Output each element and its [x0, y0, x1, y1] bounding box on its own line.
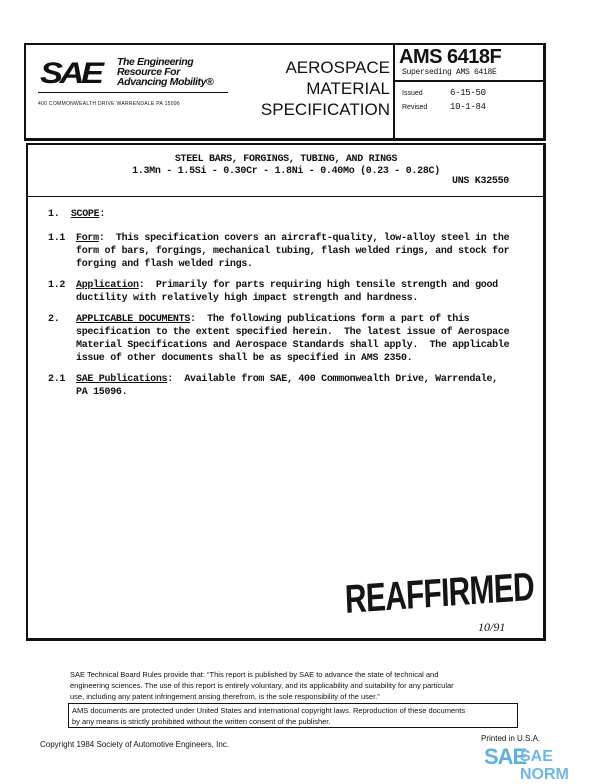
section — [48, 313, 509, 365]
doc-type — [261, 57, 390, 120]
section-heading: Application — [76, 280, 139, 291]
divider — [26, 196, 546, 197]
section-number: 2. — [48, 314, 60, 325]
spec-title — [26, 154, 546, 178]
copyright: Copyright 1984 Society of Automotive Engineers, Inc. — [40, 740, 229, 749]
uns-number: UNS K32550 — [452, 176, 510, 187]
section-number: 1. — [48, 209, 60, 220]
section-text: issue of other documents shall be as specified in AMS 2350. — [76, 353, 413, 364]
rules-line: engineering sciences. The use of this report is entirely voluntary, and its applicability and suitability for any particular — [70, 681, 454, 690]
section — [48, 232, 509, 271]
section-heading: SAE Publications — [76, 374, 168, 385]
tagline-line: Advancing Mobility® — [117, 76, 214, 88]
section-text: : This specification covers an aircraft-quality, low-alloy steel in the — [98, 233, 510, 244]
rules-line: use, including any patent infringement arising therefrom, is the sole responsibility of the user.” — [70, 692, 380, 701]
composition-line: 1.3Mn - 1.5Si - 0.30Cr - 1.8Ni - 0.40Mo (0.23 - 0.28C) — [132, 166, 440, 177]
section-text: PA 15096. — [76, 387, 128, 398]
stamp-date: 10/91 — [478, 620, 506, 634]
section-text: : The following publications form a part of this — [190, 314, 470, 325]
section-text: : Available from SAE, 400 Commonwealth Drive, Warrendale, — [167, 374, 498, 385]
doc-type-line: MATERIAL — [306, 79, 390, 98]
issued-date: 6-15-50 — [450, 88, 486, 98]
divider — [393, 43, 395, 141]
tagline-line: Resource For — [117, 66, 180, 78]
section-text: ductility with relatively high impact strength and hardness. — [76, 293, 419, 304]
section-text: Material Specifications and Aerospace Standards shall apply. The applicable — [76, 340, 510, 351]
watermark-text: SAE NORM — [520, 748, 569, 783]
divider — [393, 80, 546, 82]
section — [48, 209, 105, 220]
section-text: : Primarily for parts requiring high tensile strength and good — [138, 280, 498, 291]
doc-type-line: SPECIFICATION — [260, 100, 390, 119]
board-rules — [70, 669, 454, 702]
reaffirmed-stamp: REAFFIRMED — [344, 564, 535, 622]
issued-label: Issued — [402, 90, 423, 97]
section-text: : — [99, 209, 106, 220]
sae-logo: SAE — [40, 57, 101, 90]
superseding: Superseding AMS 6418E — [402, 68, 497, 77]
rules-line: SAE Technical Board Rules provide that: “This report is published by SAE to advance the state of technical and — [70, 670, 439, 679]
section-number: 1.2 — [48, 280, 66, 291]
divider — [38, 92, 228, 93]
address: 400 COMMONWEALTH DRIVE WARRENDALE PA 15096 — [38, 101, 180, 107]
section — [48, 279, 498, 305]
revised-label: Revised — [402, 104, 428, 111]
section-text: specification to the extent specified herein. The latest issue of Aerospace — [76, 327, 510, 338]
revised-date: 10-1-84 — [450, 102, 486, 112]
doc-number: AMS 6418F — [399, 46, 502, 68]
section-heading: Form — [76, 233, 99, 244]
copyright-notice — [68, 703, 518, 728]
tagline-line: The Engineering — [117, 56, 194, 68]
title-line: STEEL BARS, FORGINGS, TUBING, AND RINGS — [174, 154, 398, 165]
tagline — [117, 57, 213, 87]
section — [48, 373, 498, 399]
section-text: form of bars, forgings, mechanical tubing, flash welded rings, and stock for — [76, 246, 510, 257]
watermark-logo: SAE — [484, 744, 527, 769]
section-number: 2.1 — [48, 374, 66, 385]
section-text: forging and flash welded rings. — [76, 259, 253, 270]
notice-line: by any means is strictly prohibited without the written consent of the publisher. — [72, 717, 331, 726]
doc-type-line: AEROSPACE — [285, 58, 390, 77]
section-heading: APPLICABLE DOCUMENTS — [76, 314, 191, 325]
printed-in: Printed in U.S.A. — [481, 734, 541, 743]
section-number: 1.1 — [48, 233, 66, 244]
notice-line: AMS documents are protected under United States and international copyright laws. Reproduction of these documents — [72, 706, 466, 715]
section-heading: SCOPE — [70, 209, 100, 220]
